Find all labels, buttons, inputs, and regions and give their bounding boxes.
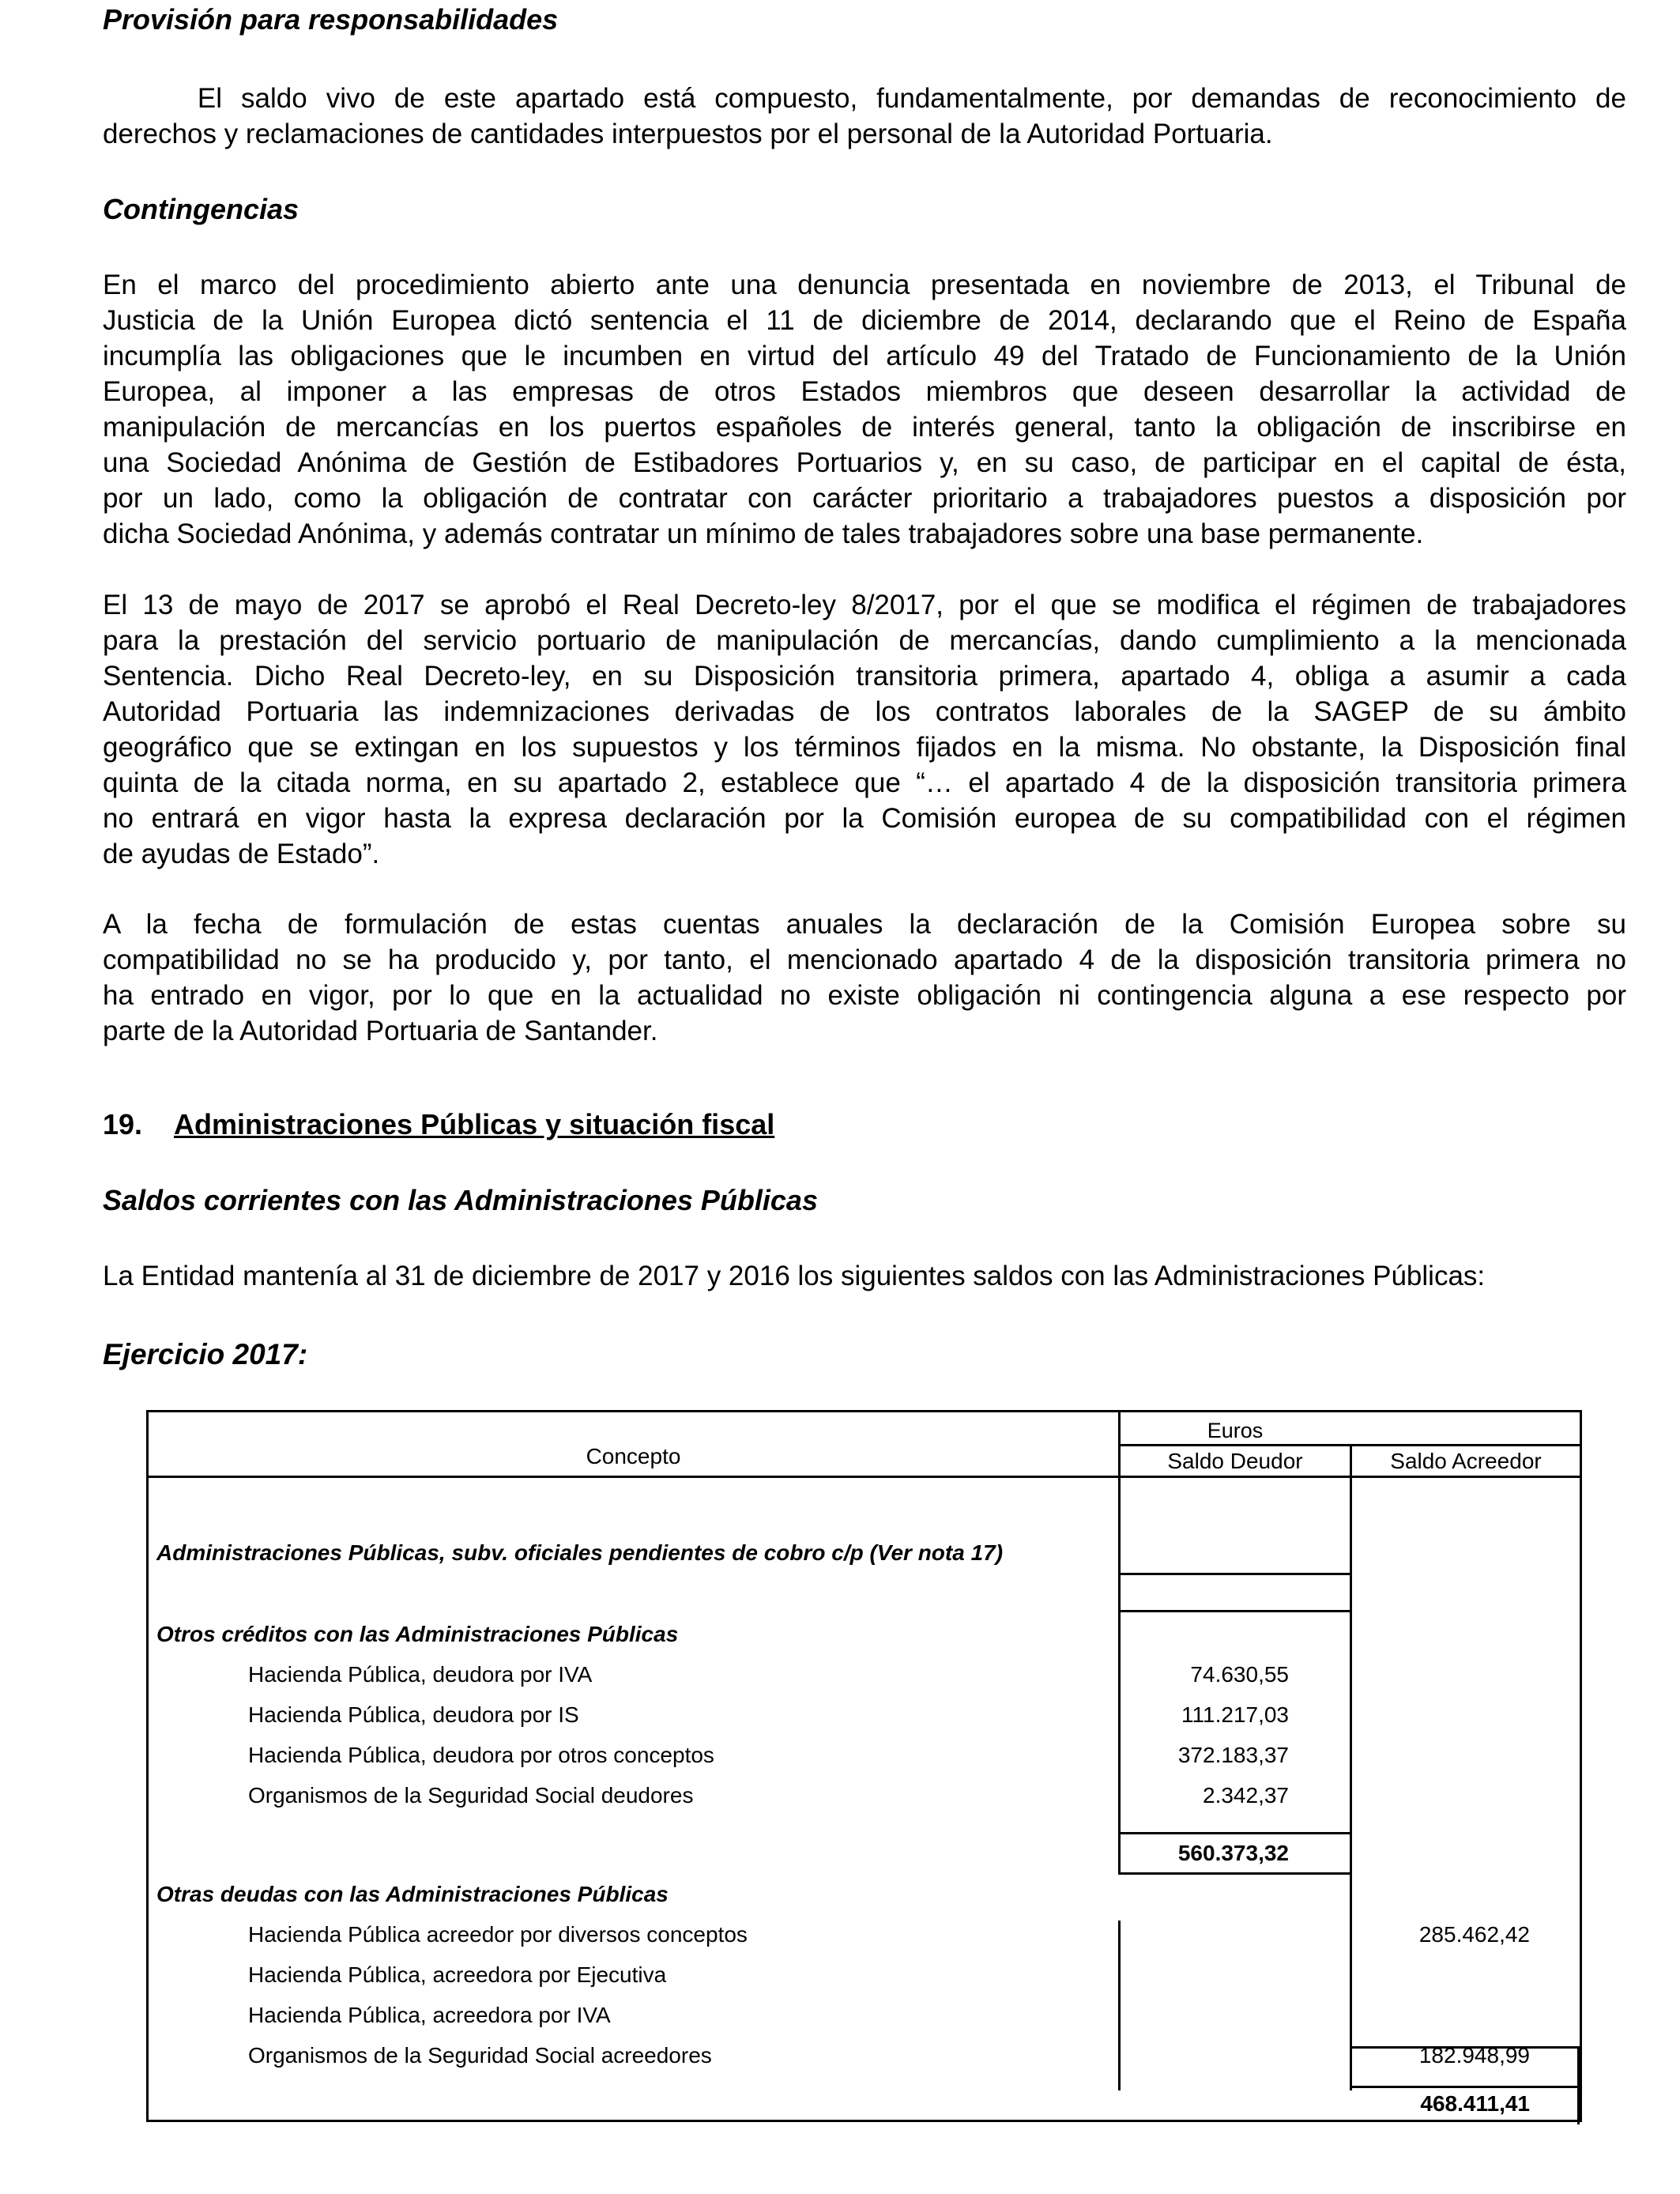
ejercicio-heading: Ejercicio 2017:: [103, 1338, 308, 1370]
group-subvenciones: Administraciones Públicas, subv. oficiales pendientes de cobro c/p (Ver nota 17): [156, 1540, 1004, 1565]
paragraph-line: por un lado, como la obligación de contratar con carácter prioritario a trabajadores puestos a disposición por: [103, 483, 1626, 514]
paragraph-line: incumplía las obligaciones que le incumben en virtud del artículo 49 del Tratado de Funcionamiento de la Unión: [103, 341, 1626, 371]
paragraph-line: dicha Sociedad Anónima, y además contratar un mínimo de tales trabajadores sobre una base permanente.: [103, 518, 1424, 549]
paragraph-line: El saldo vivo de este apartado está compuesto, fundamentalmente, por demandas de reconocimiento de: [103, 83, 1626, 114]
paragraph-line: A la fecha de formulación de estas cuentas anuales la declaración de la Comisión Europea sobre su: [103, 909, 1626, 940]
table-row-label: Hacienda Pública, acreedora por IVA: [248, 2003, 611, 2027]
group-otras-deudas: Otras deudas con las Administraciones Públicas: [156, 1882, 669, 1906]
paragraph-line: geográfico que se extingan en los supuestos y los términos fijados en la misma. No obstante, la Disposición final: [103, 732, 1626, 763]
total-deudor: 560.373,32: [1177, 1841, 1289, 1865]
paragraph-line: En el marco del procedimiento abierto ante una denuncia presentada en noviembre de 2013, el Tribunal de: [103, 270, 1626, 300]
paragraph-line: El 13 de mayo de 2017 se aprobó el Real Decreto-ley 8/2017, por el que se modifica el régimen de trabajadores: [103, 590, 1626, 620]
table-row-value: 111.217,03: [1181, 1702, 1289, 1727]
table-row-label: Organismos de la Seguridad Social acreedores: [248, 2043, 712, 2068]
saldo-acreedor-header: Saldo Acreedor: [1390, 1449, 1542, 1473]
provision-paragraph: [103, 81, 1626, 152]
paragraph-line: Autoridad Portuaria las indemnizaciones derivadas de los contratos laborales de la SAGEP de su ámbito: [103, 696, 1626, 727]
section-title: Administraciones Públicas y situación fiscal: [174, 1108, 775, 1140]
euros-header: Euros: [1207, 1419, 1264, 1442]
table-row-value: 285.462,42: [1418, 1922, 1530, 1947]
intro-paragraph: [103, 1258, 1626, 1294]
section-19-heading: [103, 1108, 774, 1141]
paragraph-line: manipulación de mercancías en los puertos españoles de interés general, tanto la obligación de inscribirse en: [103, 412, 1626, 443]
section-number: 19.: [103, 1108, 143, 1140]
contingencias-paragraph-1: [103, 267, 1626, 552]
table-row-label: Hacienda Pública, deudora por IS: [248, 1702, 579, 1727]
paragraph-line: no entrará en vigor hasta la expresa declaración por la Comisión europea de su compatibilidad con el régimen: [103, 803, 1626, 834]
contingencias-heading: Contingencias: [103, 193, 299, 225]
paragraph-line: Justicia de la Unión Europea dictó sentencia el 11 de diciembre de 2014, declarando que el Reino de España: [103, 305, 1626, 336]
total-acreedor: 468.411,41: [1420, 2091, 1530, 2116]
paragraph-line: una Sociedad Anónima de Gestión de Estibadores Portuarios y, en su caso, de participar en el capital de ésta,: [103, 447, 1626, 478]
contingencias-paragraph-3: [103, 907, 1626, 1049]
paragraph-line: derechos y reclamaciones de cantidades interpuestos por el personal de la Autoridad Portuaria.: [103, 119, 1273, 149]
table-row-value: 182.948,99: [1418, 2043, 1530, 2068]
table-row-label: Hacienda Pública acreedor por diversos conceptos: [248, 1922, 748, 1947]
table-row-label: Hacienda Pública, acreedora por Ejecutiva: [248, 1962, 667, 1987]
concepto-header: Concepto: [586, 1444, 681, 1468]
table-row-value: 74.630,55: [1190, 1662, 1289, 1687]
paragraph-line: Sentencia. Dicho Real Decreto-ley, en su Disposición transitoria primera, apartado 4, obliga a asumir a cada: [103, 661, 1626, 692]
paragraph-line: de ayudas de Estado”.: [103, 839, 380, 869]
group-otros-creditos: Otros créditos con las Administraciones Públicas: [156, 1622, 679, 1646]
saldos-table: [146, 1410, 1582, 2122]
paragraph-line: compatibilidad no se ha producido y, por tanto, el mencionado apartado 4 de la disposición transitoria primera no: [103, 944, 1626, 975]
table-row-label: Organismos de la Seguridad Social deudores: [248, 1783, 694, 1808]
paragraph-line: ha entrado en vigor, por lo que en la actualidad no existe obligación ni contingencia alguna a ese respecto por: [103, 980, 1626, 1011]
paragraph-line: La Entidad mantenía al 31 de diciembre de 2017 y 2016 los siguientes saldos con las Administraciones Públicas:: [103, 1261, 1486, 1291]
saldo-deudor-header: Saldo Deudor: [1167, 1449, 1303, 1473]
table-row-label: Hacienda Pública, deudora por IVA: [248, 1662, 593, 1687]
provision-heading: Provisión para responsabilidades: [103, 3, 559, 36]
paragraph-line: quinta de la citada norma, en su apartado 2, establece que “… el apartado 4 de la disposición transitoria primera: [103, 767, 1626, 798]
table-row-value: 2.342,37: [1203, 1783, 1289, 1808]
paragraph-line: para la prestación del servicio portuario de manipulación de mercancías, dando cumplimiento a la mencionada: [103, 625, 1626, 656]
paragraph-line: parte de la Autoridad Portuaria de Santander.: [103, 1016, 658, 1046]
table-row-value: 372.183,37: [1177, 1743, 1289, 1767]
saldos-heading: Saldos corrientes con las Administraciones Públicas: [103, 1184, 818, 1216]
table-row-label: Hacienda Pública, deudora por otros conceptos: [248, 1743, 714, 1767]
paragraph-line: Europea, al imponer a las empresas de otros Estados miembros que deseen desarrollar la actividad de: [103, 376, 1626, 407]
contingencias-paragraph-2: [103, 587, 1626, 872]
